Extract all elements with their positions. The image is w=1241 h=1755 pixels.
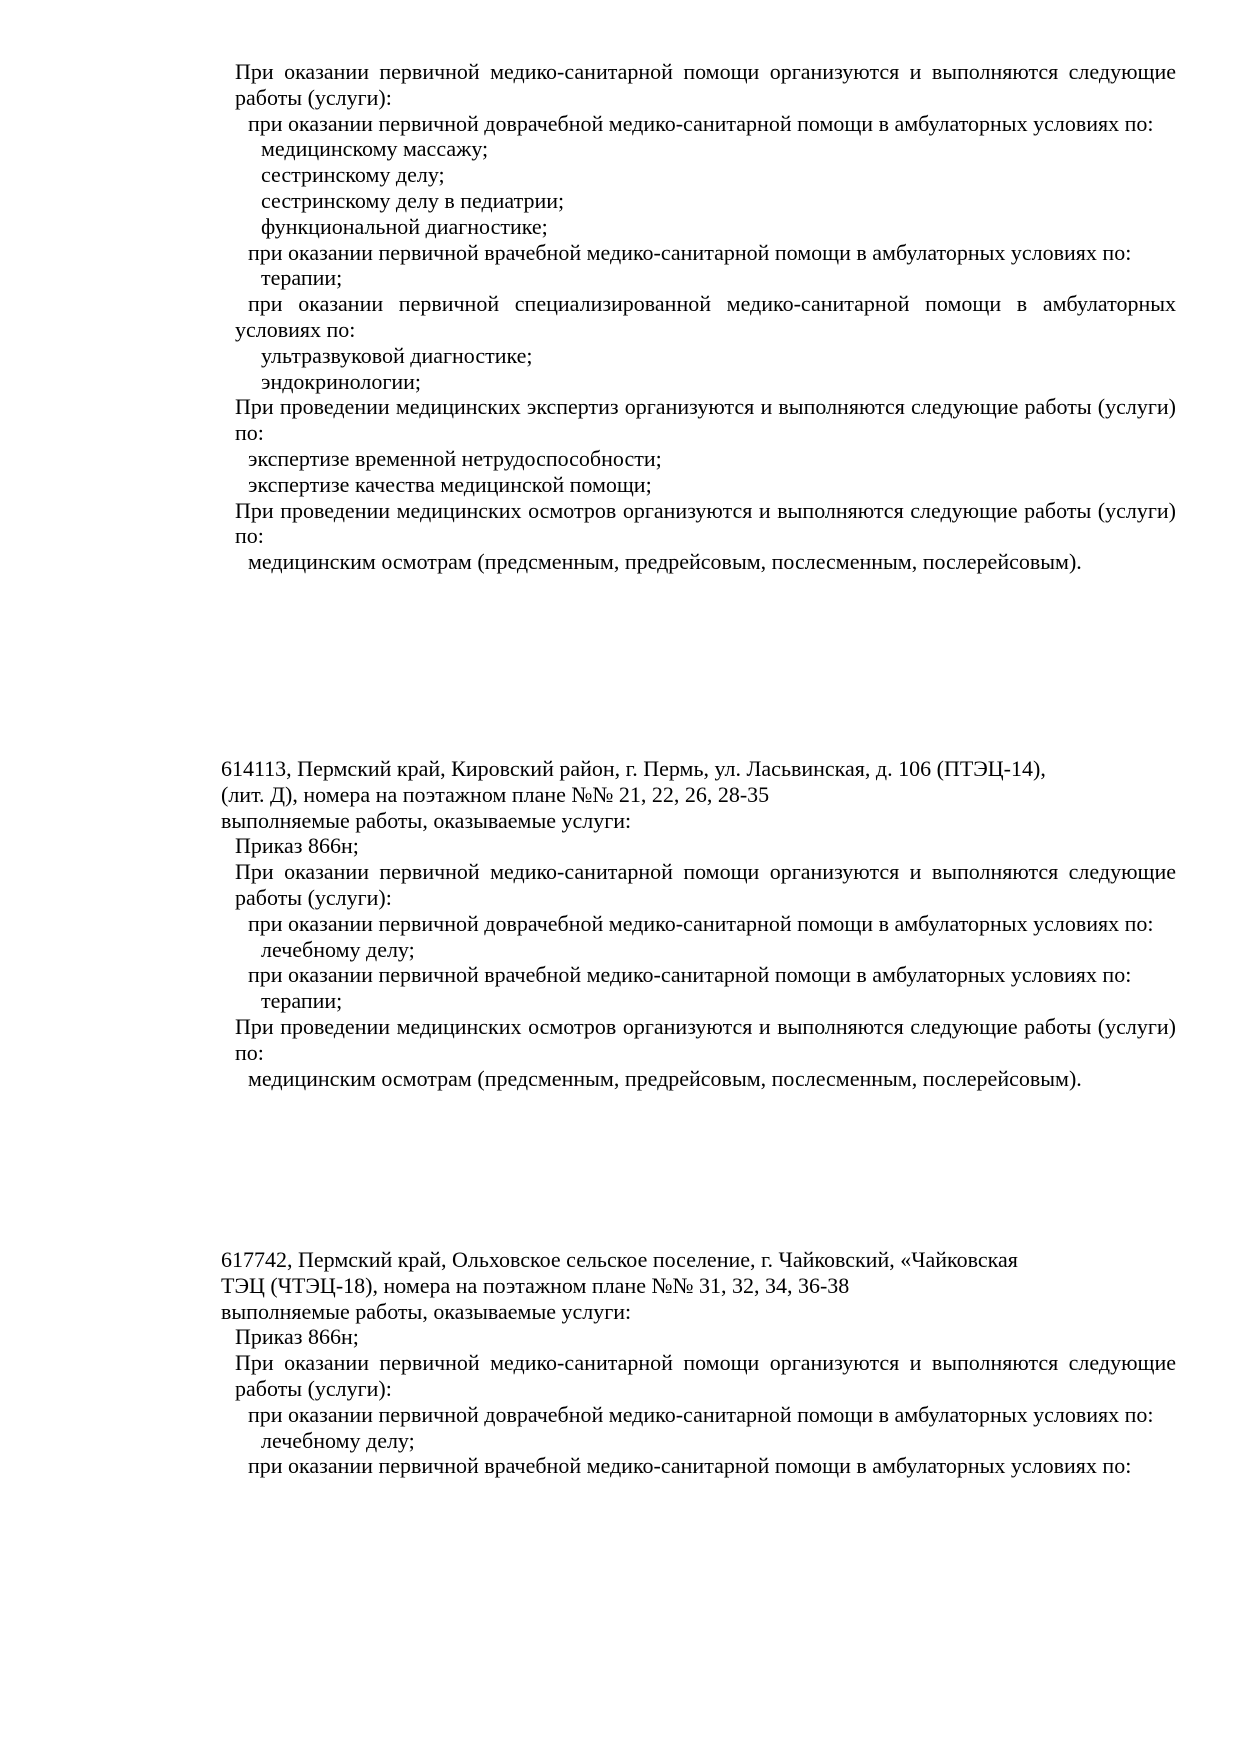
paragraph-examinations: При проведении медицинских осмотров организуются и выполняются следующие работы (услуги) по:: [235, 1013, 1176, 1065]
list-item: медицинскому массажу;: [261, 136, 489, 162]
list-item: функциональной диагностике;: [261, 213, 548, 239]
order-reference: Приказ 866н;: [235, 1324, 359, 1350]
works-heading: выполняемые работы, оказываемые услуги:: [221, 1298, 632, 1324]
paragraph-examinations: При проведении медицинских осмотров организуются и выполняются следующие работы (услуги) по:: [235, 497, 1176, 549]
paragraph-expertise: При проведении медицинских экспертиз организуются и выполняются следующие работы (услуги) по:: [235, 394, 1176, 446]
paragraph-physician-care: при оказании первичной врачебной медико-санитарной помощи в амбулаторных условиях по:: [248, 1453, 1132, 1479]
paragraph-physician-care: при оказании первичной врачебной медико-санитарной помощи в амбулаторных условиях по:: [248, 239, 1132, 265]
order-reference: Приказ 866н;: [235, 833, 359, 859]
paragraph-primary-care-intro: При оказании первичной медико-санитарной помощи организуются и выполняются следующие работы (услуги):: [235, 859, 1176, 910]
address-line-1: 617742, Пермский край, Ольховское сельское поселение, г. Чайковский, «Чайковская: [221, 1247, 1018, 1272]
address-line-1: 614113, Пермский край, Кировский район, г. Пермь, ул. Ласьвинская, д. 106 (ПТЭЦ-14),: [221, 756, 1046, 781]
paragraph-prehospital-care: при оказании первичной доврачебной медико-санитарной помощи в амбулаторных условиях по:: [248, 1401, 1154, 1427]
address-line-2: (лит. Д), номера на поэтажном плане №№ 21, 22, 26, 28-35: [221, 781, 770, 807]
list-item: терапии;: [261, 988, 343, 1014]
paragraph-primary-care-intro: При оказании первичной медико-санитарной помощи организуются и выполняются следующие работы (услуги):: [235, 1350, 1176, 1401]
list-item: лечебному делу;: [261, 936, 415, 962]
paragraph-examinations-list: медицинским осмотрам (предсменным, предрейсовым, послесменным, послерейсовым).: [248, 1065, 1082, 1091]
list-item: экспертизе качества медицинской помощи;: [248, 471, 652, 497]
paragraph-prehospital-care: при оказании первичной доврачебной медико-санитарной помощи в амбулаторных условиях по:: [248, 110, 1154, 136]
section-continuation: [0, 59, 1241, 575]
works-heading: выполняемые работы, оказываемые услуги:: [221, 807, 632, 833]
list-item: экспертизе временной нетрудоспособности;: [248, 445, 662, 471]
paragraph-prehospital-care: при оказании первичной доврачебной медико-санитарной помощи в амбулаторных условиях по:: [248, 910, 1154, 936]
list-item: сестринскому делу в педиатрии;: [261, 187, 565, 213]
list-item: лечебному делу;: [261, 1427, 415, 1453]
paragraph-primary-care-intro: При оказании первичной медико-санитарной помощи организуются и выполняются следующие работы (услуги):: [235, 59, 1176, 110]
list-item: ультразвуковой диагностике;: [261, 342, 533, 368]
section-address-perm: [0, 756, 1241, 1091]
address-line-2: ТЭЦ (ЧТЭЦ-18), номера на поэтажном плане №№ 31, 32, 34, 36-38: [221, 1272, 850, 1298]
list-item: эндокринологии;: [261, 368, 422, 394]
paragraph-physician-care: при оказании первичной врачебной медико-санитарной помощи в амбулаторных условиях по:: [248, 962, 1132, 988]
section-address-chaikovsky: [0, 1247, 1241, 1479]
list-item: терапии;: [261, 265, 343, 291]
paragraph-specialized-care: при оказании первичной специализированной медико-санитарной помощи в амбулаторных условиях по:: [235, 291, 1176, 342]
paragraph-examinations-list: медицинским осмотрам (предсменным, предрейсовым, послесменным, послерейсовым).: [248, 549, 1082, 575]
list-item: сестринскому делу;: [261, 162, 445, 188]
